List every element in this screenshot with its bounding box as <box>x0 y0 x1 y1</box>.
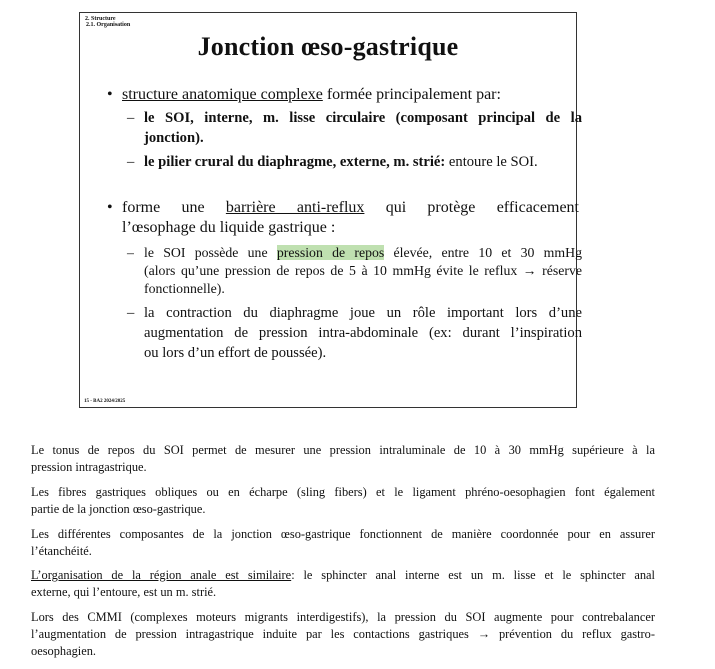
dash-glyph: – <box>127 110 135 126</box>
slide <box>79 12 582 408</box>
line: augmentation de pression intra-abdominale (ex: durant l’inspiration <box>144 325 582 341</box>
line: le SOI, interne, m. lisse circulaire (composant principal de la <box>144 110 582 126</box>
line: (alors qu’une pression de repos de 5 à 10 mmHg évite le reflux → réserve <box>144 263 582 278</box>
bullet-glyph: • <box>107 199 113 216</box>
bold-term: le pilier crural du diaphragme, externe, m. strié: <box>144 154 446 170</box>
line: l’œsophage du liquide gastrique : <box>122 219 336 236</box>
line: externe, qui l’entoure, est un m. strié. <box>31 585 217 599</box>
text-post: qui protège efficacement <box>364 199 579 216</box>
text-post: élevée, entre 10 et 30 mmHg <box>384 245 582 260</box>
note-paragraph-4 <box>31 567 655 601</box>
underlined-term: structure anatomique complexe <box>122 86 323 103</box>
subsection-number: 2.1. Organisation <box>86 22 131 28</box>
sub-bullet-text <box>144 244 582 298</box>
note-paragraph-5 <box>31 609 655 660</box>
dash-glyph: – <box>127 305 135 321</box>
section-heading <box>85 16 130 28</box>
line: jonction). <box>144 130 204 146</box>
line: la contraction du diaphragme joue un rôle important lors d’une <box>144 305 582 321</box>
bullet-rest: formée principalement par: <box>322 86 501 103</box>
bullet-glyph: • <box>107 86 113 103</box>
section-number: 2. Structure <box>85 16 116 22</box>
sub-bullet-text <box>144 303 582 363</box>
text-rest: : le sphincter anal interne est un m. lisse et le sphincter anal <box>291 568 655 582</box>
line: Les fibres gastriques obliques ou en écharpe (sling fibers) et le ligament phréno-oesophagien font également <box>31 485 655 499</box>
line: oesophagien. <box>31 644 97 658</box>
underlined-term: barrière anti-reflux <box>225 199 365 216</box>
sub-bullet-text <box>144 152 582 172</box>
line <box>144 244 582 262</box>
line: partie de la jonction œso-gastrique. <box>31 502 206 516</box>
text-pre: forme une <box>122 199 226 216</box>
line: ou lors d’un effort de poussée). <box>144 345 327 361</box>
line: l’augmentation de pression intragastrique induite par les contactions gastriques → prévention du reflux gastro- <box>31 627 655 641</box>
note-paragraph-1 <box>31 442 655 476</box>
note-paragraph-2 <box>31 484 655 518</box>
dash-glyph: – <box>127 245 134 260</box>
bullet-text <box>122 198 579 238</box>
bullet-text <box>122 85 579 105</box>
sub-bullet-text <box>144 108 582 148</box>
line: Les différentes composantes de la jonction œso-gastrique fonctionnent de manière coordonnée pour en assurer <box>31 527 655 541</box>
underlined-term: L’organisation de la région anale est similaire <box>31 568 292 582</box>
slide-footer: 15 - BA2 2024/2025 <box>84 399 126 404</box>
line <box>31 567 655 584</box>
highlighted-term: pression de repos <box>276 245 385 260</box>
note-paragraph-3 <box>31 526 655 560</box>
line: pression intragastrique. <box>31 460 147 474</box>
line <box>122 198 579 218</box>
dash-glyph: – <box>127 154 135 170</box>
line: l’étanchéité. <box>31 544 92 558</box>
sub-bullet-rest: entoure le SOI. <box>445 154 538 170</box>
text-pre: le SOI possède une <box>144 245 277 260</box>
slide-title: Jonction œso-gastrique <box>197 32 459 61</box>
line: Lors des CMMI (complexes moteurs migrants interdigestifs), la pression du SOI augmente pour contrebalancer <box>31 610 655 624</box>
line: Le tonus de repos du SOI permet de mesurer une pression intraluminale de 10 à 30 mmHg supérieure à la <box>31 443 655 457</box>
line: fonctionnelle). <box>144 281 225 296</box>
